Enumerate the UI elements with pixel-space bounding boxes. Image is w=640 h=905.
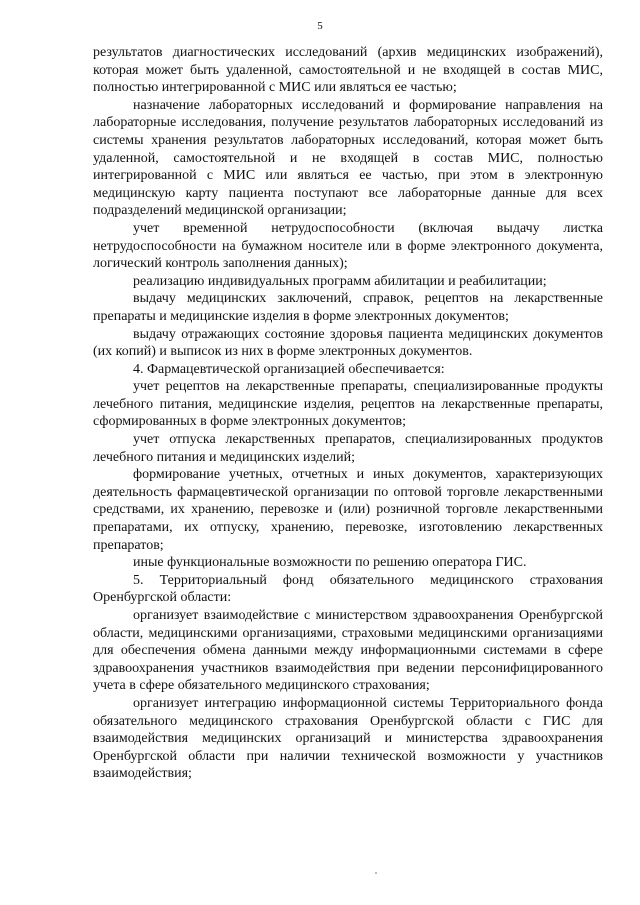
scan-speck: [375, 872, 377, 874]
paragraph-lab-tests: назначение лабораторных исследований и формирование направления на лабораторные исследования, получение результатов лабораторных исследований из системы хранения результатов лабораторных исследований, которая может быть удаленной, самостоятельной и не входящей в состав МИС, полностью интегрированной с МИС или являться ее частью, при этом в электронную медицинскую карту пациента поступают все лабораторные данные для всех подразделений медицинской организации;: [93, 97, 603, 219]
paragraph-section-5-heading: 5. Территориальный фонд обязательного медицинского страхования Оренбургской области:: [93, 572, 603, 606]
paragraph-section-4-heading: 4. Фармацевтической организацией обеспечивается:: [133, 361, 445, 377]
paragraph-temporary-disability: учет временной нетрудоспособности (включая выдачу листка нетрудоспособности на бумажном носителе или в форме электронного документа, логический контроль заполнения данных);: [93, 220, 603, 272]
paragraph-integration-organization: организует интеграцию информационной системы Территориального фонда обязательного медицинского страхования Оренбургской области с ГИС для взаимодействия медицинских организаций и министерства здравоохранения Оренбургской области при наличии технической возможности у участников взаимодействия;: [93, 695, 603, 782]
document-body: [93, 44, 603, 783]
page-number: 5: [317, 20, 323, 32]
paragraph-interaction-organization: организует взаимодействие с министерством здравоохранения Оренбургской области, медицинскими организациями, страховыми медицинскими организациями для обеспечения обмена данными между информационными системами в сфере здравоохранения участников взаимодействия при ведении персонифицированного учета в сфере обязательного медицинского страхования;: [93, 608, 603, 694]
paragraph-prescriptions-accounting: учет рецептов на лекарственные препараты, специализированные продукты лечебного питания, медицинские изделия, рецептов на лекарственные препараты, сформированных в форме электронных документов;: [93, 379, 603, 430]
paragraph-rehabilitation-programs: реализацию индивидуальных программ абилитации и реабилитации;: [133, 273, 547, 289]
paragraph-reporting-documents: формирование учетных, отчетных и иных документов, характеризующих деятельность фармацевтической организации по оптовой торговле лекарственными средствами, их хранению, перевозке и (или) розничной торговле лекарственными препаратами, их отпуску, хранению, перевозке, изготовлению лекарственных препаратов;: [93, 467, 603, 553]
paragraph-other-functions: иные функциональные возможности по решению оператора ГИС.: [133, 555, 527, 571]
paragraph-medical-certificates: выдачу медицинских заключений, справок, рецептов на лекарственные препараты и медицинские изделия в форме электронных документов;: [93, 291, 603, 324]
paragraph-health-documents: выдачу отражающих состояние здоровья пациента медицинских документов (их копий) и выписок из них в форме электронных документов.: [93, 326, 603, 360]
paragraph-diagnostic-results: результатов диагностических исследований (архив медицинских изображений), которая может быть удаленной, самостоятельной и не входящей в состав МИС, полностью интегрированной с МИС или являться ее частью;: [93, 45, 603, 96]
paragraph-dispensing-accounting: учет отпуска лекарственных препаратов, специализированных продуктов лечебного питания и медицинских изделий;: [93, 432, 603, 465]
